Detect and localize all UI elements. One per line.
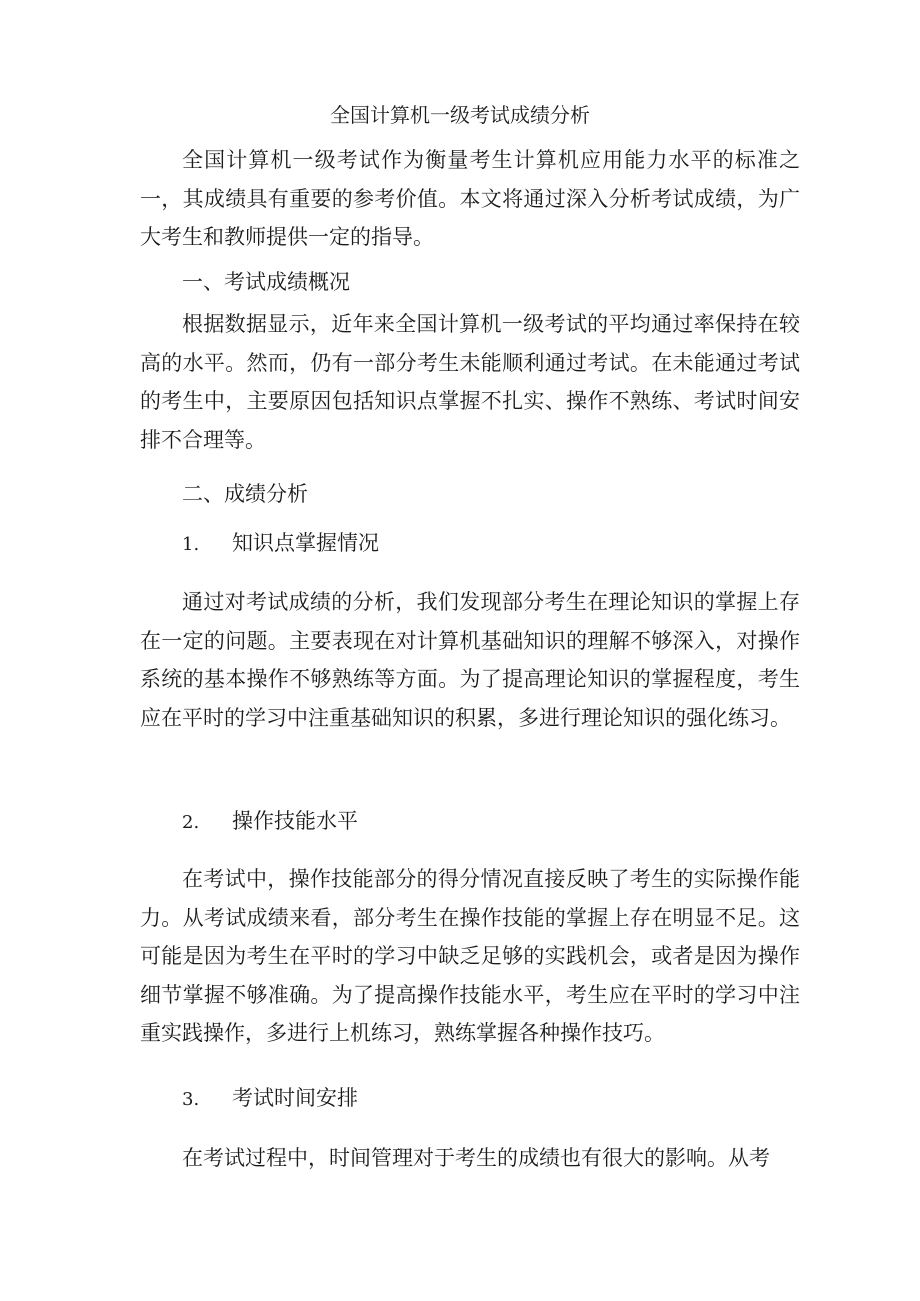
item1-paragraph: 通过对考试成绩的分析，我们发现部分考生在理论知识的掌握上存在一定的问题。主要表现在对计算机基础知识的理解不够深入，对操作系统的基本操作不够熟练等方面。为了提高理论知识的掌握程度，考生应在平时的学习中注重基础知识的积累，多进行理论知识的强化练习。	[140, 590, 800, 730]
item2-title: 操作技能水平	[232, 809, 358, 833]
item3-heading	[182, 1079, 358, 1119]
item2-heading	[182, 802, 358, 842]
item2-number: 2.	[182, 812, 200, 833]
item1-number: 1.	[182, 534, 200, 555]
item1-heading	[182, 524, 379, 564]
item3-title: 考试时间安排	[232, 1086, 358, 1110]
item1-title: 知识点掌握情况	[232, 531, 379, 555]
section2-heading: 二、成绩分析	[182, 482, 308, 506]
item2-paragraph: 在考试中，操作技能部分的得分情况直接反映了考生的实际操作能力。从考试成绩来看，部分考生在操作技能的掌握上存在明显不足。这可能是因为考生在平时的学习中缺乏足够的实践机会，或者是因为操作细节掌握不够准确。为了提高操作技能水平，考生应在平时的学习中注重实践操作，多进行上机练习，熟练掌握各种操作技巧。	[140, 867, 800, 1045]
intro-paragraph: 全国计算机一级考试作为衡量考生计算机应用能力水平的标准之一，其成绩具有重要的参考价值。本文将通过深入分析考试成绩，为广大考生和教师提供一定的指导。	[140, 148, 800, 249]
section1-paragraph: 根据数据显示，近年来全国计算机一级考试的平均通过率保持在较高的水平。然而，仍有一部分考生未能顺利通过考试。在未能通过考试的考生中，主要原因包括知识点掌握不扎实、操作不熟练、考试时间安排不合理等。	[140, 312, 800, 452]
item3-paragraph: 在考试过程中，时间管理对于考生的成绩也有很大的影响。从考	[182, 1146, 770, 1170]
section1-heading: 一、考试成绩概况	[182, 270, 350, 294]
item3-number: 3.	[182, 1089, 200, 1110]
document-title: 全国计算机一级考试成绩分析	[330, 103, 590, 127]
